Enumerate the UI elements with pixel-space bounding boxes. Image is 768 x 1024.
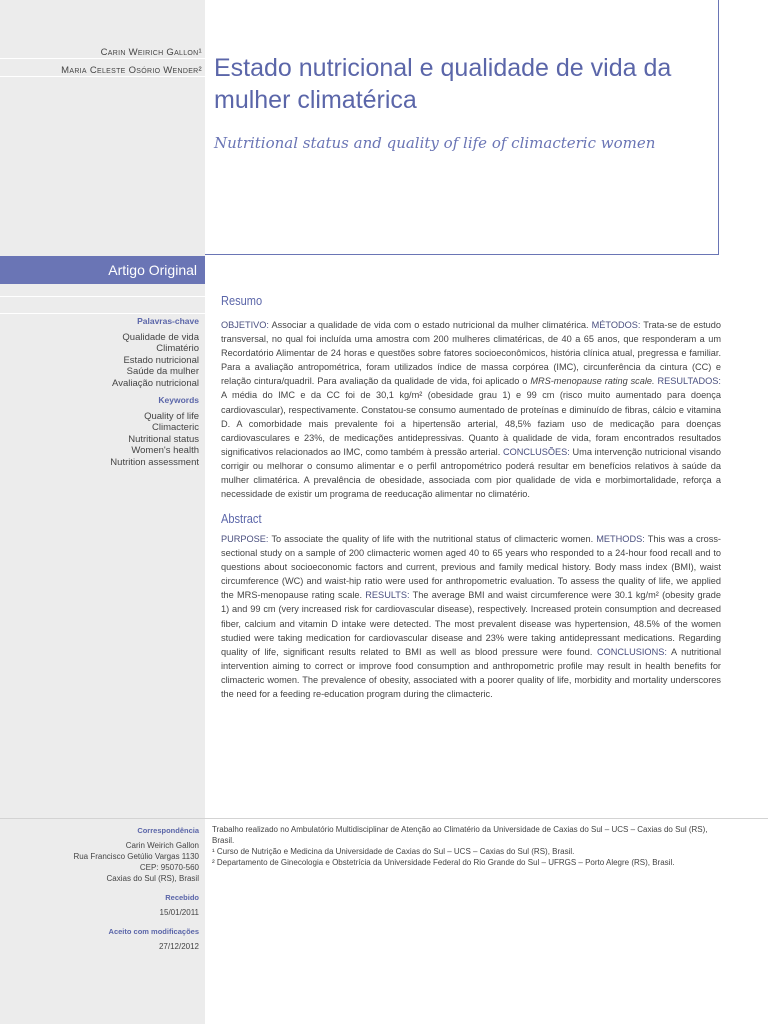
- resumo-objetivo-label: OBJETIVO:: [221, 320, 269, 330]
- keyword-en: Quality of life: [144, 410, 199, 422]
- received-heading: Recebido: [165, 893, 199, 902]
- keyword-pt: Climatério: [156, 343, 199, 354]
- abstract-purpose-label: PURPOSE:: [221, 534, 269, 544]
- correspondence-line: Caxias do Sul (RS), Brasil: [106, 874, 199, 883]
- resumo-resultados-label: RESULTADOS:: [657, 376, 721, 387]
- author-2: Maria Celeste Osório Wender²: [61, 65, 202, 76]
- abstract-methods-label: METHODS:: [596, 534, 645, 544]
- resumo-heading: Resumo: [221, 293, 263, 308]
- keyword-pt: Avaliação nutricional: [112, 377, 199, 389]
- title-frame: [205, 0, 719, 255]
- article-title: Estado nutricional e qualidade de vida da mulher climatérica: [214, 54, 672, 114]
- section-label: Artigo Original: [0, 256, 205, 284]
- keyword-pt: Qualidade de vida: [122, 331, 199, 343]
- keyword-pt: Saúde da mulher: [126, 366, 199, 377]
- footer-divider: [0, 818, 768, 819]
- footnote-2: ² Departamento de Ginecologia e Obstetrícia da Universidade Federal do Rio Grande do Sul – UFRGS – Porto Alegre (RS), Brasil.: [212, 858, 675, 867]
- abstract-conclusions: A nutritional intervention aiming to correct or improve food consumption and anthropometric profile may result in health benefits for climacteric women. The prevalence of obesity, associated with a poorer quality of life, morbidity and mortality underscores the need for a feeding re-education program during the climacteric.: [221, 646, 721, 700]
- abstract-results-label: RESULTS:: [365, 590, 410, 601]
- author-1: Carin Weirich Gallon¹: [100, 47, 202, 58]
- sidebar-rule: [0, 313, 205, 314]
- footnote-main: Trabalho realizado no Ambulatório Multidisciplinar de Atenção ao Climatério da Universidade de Caxias do Sul – UCS – Caxias do Sul (RS), Brasil.: [212, 825, 708, 845]
- abstract-body: [221, 532, 721, 701]
- abstract-methods: This was a cross-sectional study on a sample of 200 climacteric women aged 40 to 65 years who responded to a 24-hour food recall and to questions about socioeconomic factors and current, previous and family medical history. Body mass index (BMI), waist circumference (WC) and waist-hip ratio were used for anthropometric evaluation. To assess the quality of life, we applied the MRS-menopause rating scale.: [221, 534, 721, 601]
- accepted-date: 27/12/2012: [158, 942, 199, 951]
- keyword-en: Climacteric: [152, 422, 199, 433]
- abstract-heading: Abstract: [221, 511, 262, 526]
- resumo-conclusoes: Uma intervenção nutricional visando corrigir ou melhorar o consumo alimentar e o perfil antropométrico poderá resultar em benefícios relativos à saúde da mulher climatérica. A prevalência de obesidade, associada com pior qualidade de vida e morbimortalidade, reforça a necessidade de existir um programa de reeducação alimentar no climatério.: [221, 446, 722, 500]
- keyword-en: Nutritional status: [128, 433, 199, 445]
- keywords-pt-heading: Palavras-chave: [137, 316, 199, 326]
- resumo-body: [221, 318, 721, 501]
- abstract-results: The average BMI and waist circumference were 30.1 kg/m² (obesity grade 1) and 99 cm (very increased risk for cardiovascular disease), respectively. Increased protein consumption and decreased fiber, calcium and vitamin D intake were detected. The most prevalent disease was hypertension, 48.5% of the women studied were taking medication for cardiovascular disease and 23% were taking antidepressant medications. Regarding quality of life, significant results related to BMI as well as blood pressure were found.: [221, 590, 721, 657]
- received-date: 15/01/2011: [159, 908, 199, 917]
- footnote-1: ¹ Curso de Nutrição e Medicina da Universidade de Caxias do Sul – UCS – Caxias do Sul (RS), Brasil.: [212, 847, 575, 856]
- keyword-en: Women's health: [131, 445, 199, 456]
- article-subtitle: Nutritional status and quality of life of climacteric women: [214, 134, 656, 152]
- correspondence-heading: Correspondência: [137, 826, 199, 835]
- correspondence-line: Carin Weirich Gallon: [125, 841, 199, 850]
- resumo-conclusoes-label: CONCLUSÕES:: [502, 446, 570, 457]
- keyword-en: Nutrition assessment: [110, 456, 199, 468]
- keyword-pt: Estado nutricional: [123, 354, 199, 366]
- resumo-metodos-label: MÉTODOS:: [591, 320, 641, 330]
- accepted-heading: Aceito com modificações: [108, 927, 199, 936]
- sidebar-rule: [0, 296, 205, 297]
- correspondence-panel: [73, 825, 199, 952]
- author-list: [61, 44, 202, 80]
- keywords-panel: [110, 316, 199, 468]
- resumo-metodos: Trata-se de estudo transversal, no qual foi incluída uma amostra com 200 mulheres climatéricas, de 40 a 65 anos, que responderam a um Recordatório Alimentar de 24 horas e questões sobre fatores socioeconômicos, história clínica atual, pregressa e familiar. Para a avaliação antropométrica, foram utilizados índice de massa corpórea (IMC), circunferência da cintura (CC) e relação cintura/quadril. Para avaliação da qualidade de vida, foi aplicado o: [221, 320, 721, 387]
- abstract-conclusions-label: CONCLUSIONS:: [596, 646, 667, 657]
- correspondence-line: CEP: 95070-560: [139, 863, 199, 872]
- abstract-purpose: To associate the quality of life with the nutritional status of climacteric women.: [268, 534, 597, 544]
- resumo-resultados: A média do IMC e da CC foi de 30,1 kg/m² (obesidade grau 1) e 99 cm (risco muito aumentado para doença cardiovascular), respectivamente. Constatou-se consumo aumentado de proteínas e diminuído de fibras, cálcio e vitamina D. A comorbidade mais prevalente foi a hipertensão arterial, 48,5% faziam uso de medicação para doenças cardiovasculares e 23%, de medicações antidepressivas. Quanto à qualidade de vida, foram encontrados resultados significativos relacionados ao IMC, como também à pressão arterial.: [221, 390, 721, 457]
- resumo-scale: MRS-menopause rating scale.: [530, 376, 655, 387]
- resumo-objetivo: Associar a qualidade de vida com o estado nutricional da mulher climatérica.: [269, 320, 592, 330]
- footnotes: [212, 824, 727, 868]
- keywords-en-heading: Keywords: [158, 395, 199, 405]
- correspondence-line: Rua Francisco Getúlio Vargas 1130: [73, 852, 199, 861]
